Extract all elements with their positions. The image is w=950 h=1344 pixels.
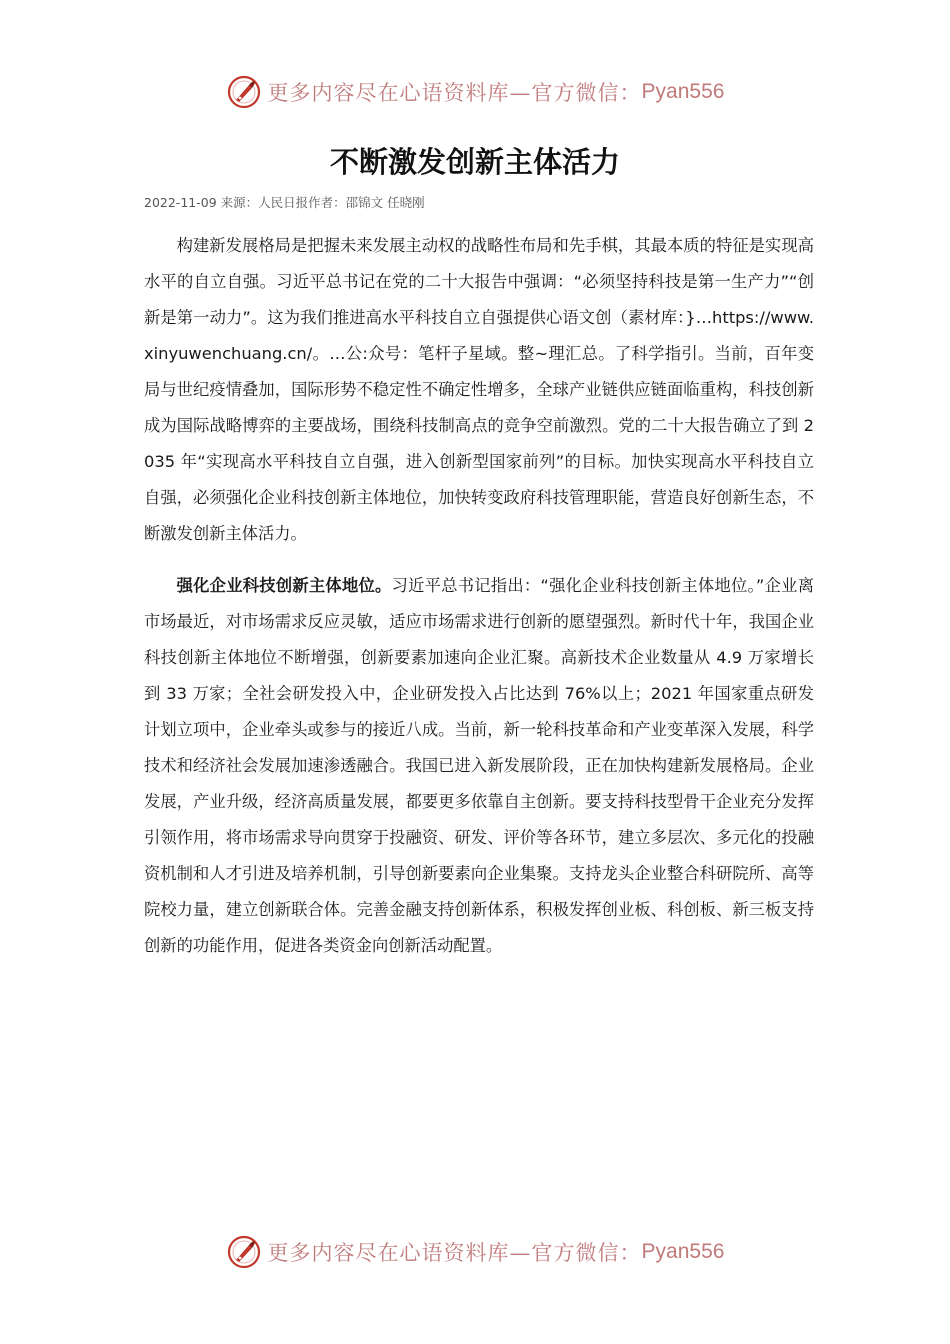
banner-contact: Pyan556 [641, 1240, 725, 1263]
paragraph-2 [144, 568, 814, 964]
banner-contact: Pyan556 [641, 80, 725, 103]
footer-banner [0, 1230, 950, 1274]
paragraph-1: 构建新发展格局是把握未来发展主动权的战略性布局和先手棋，其最本质的特征是实现高水平的自立自强。习近平总书记在党的二十大报告中强调：“必须坚持科技是第一生产力”“创新是第一动力”。这为我们推进高水平科技自立自强提供心语文创（素材库：}…https://www.xinyuwenchuang.cn/。…公:众号：笔杆子星域。整~理汇总。了科学指引。当前，百年变局与世纪疫情叠加，国际形势不稳定性不确定性增多，全球产业链供应链面临重构，科技创新成为国际战略博弈的主要战场，围绕科技制高点的竞争空前激烈。党的二十大报告确立了到 2035 年“实现高水平科技自立自强，进入创新型国家前列”的目标。加快实现高水平科技自立自强，必须强化企业科技创新主体地位，加快转变政府科技管理职能，营造良好创新生态，不断激发创新主体活力。 [144, 236, 814, 543]
pen-nib-logo-icon [226, 74, 262, 110]
pen-nib-logo-icon [226, 1234, 262, 1270]
paragraph-2-lead: 强化企业科技创新主体地位。 [176, 576, 392, 595]
paragraph-2-body: 习近平总书记指出：“强化企业科技创新主体地位。”企业离市场最近，对市场需求反应灵敏，适应市场需求进行创新的愿望强烈。新时代十年，我国企业科技创新主体地位不断增强，创新要素加速向企业汇聚。高新技术企业数量从 4.9 万家增长到 33 万家；全社会研发投入中，企业研发投入占比达到 76%以上；2021 年国家重点研发计划立项中，企业牵头或参与的接近八成。当前，新一轮科技革命和产业变革深入发展，科学技术和经济社会发展加速渗透融合。我国已进入新发展阶段，正在加快构建新发展格局。企业发展，产业升级，经济高质量发展，都要更多依靠自主创新。要支持科技型骨干企业充分发挥引领作用，将市场需求导向贯穿于投融资、研发、评价等各环节，建立多层次、多元化的投融资机制和人才引进及培养机制，引导创新要素向企业集聚。支持龙头企业整合科研院所、高等院校力量，建立创新联合体。完善金融支持创新体系，积极发挥创业板、科创板、新三板支持创新的功能作用，促进各类资金向创新活动配置。 [144, 576, 814, 955]
banner-text: 更多内容尽在心语资料库—官方微信： [267, 81, 642, 105]
banner-text: 更多内容尽在心语资料库—官方微信： [267, 1241, 642, 1265]
article-body [144, 228, 814, 964]
header-banner [0, 70, 950, 114]
article-meta: 2022-11-09 来源：人民日报作者：邵锦文 任晓刚 [144, 195, 425, 210]
article-title: 不断激发创新主体活力 [329, 145, 620, 179]
